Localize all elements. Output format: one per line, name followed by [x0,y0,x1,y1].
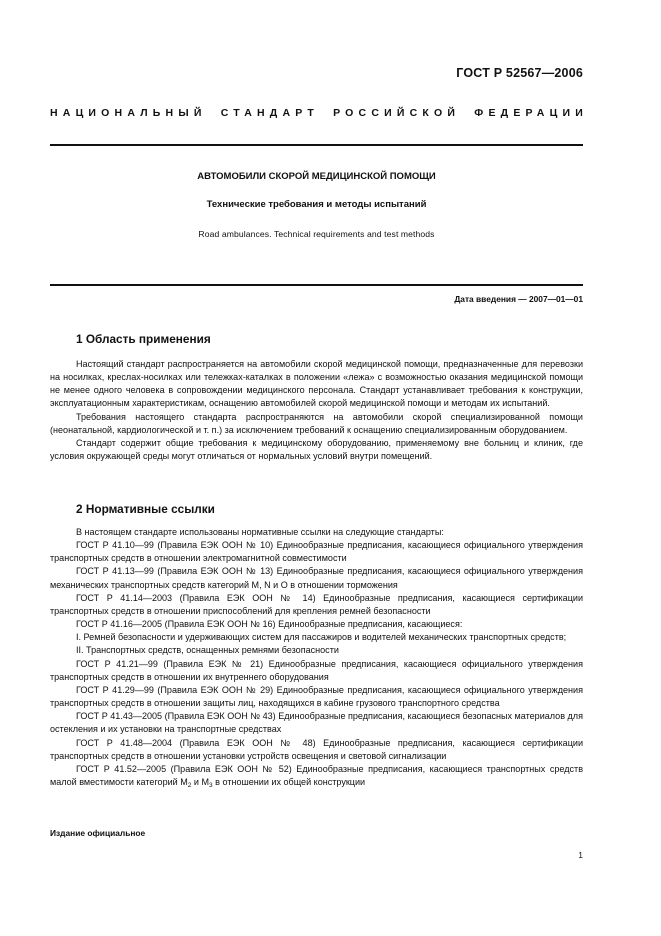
english-title: Road ambulances. Technical requirements and test methods [198,229,435,239]
banner-word: НАЦИОНАЛЬНЫЙ [50,107,207,119]
paragraph: В настоящем стандарте использованы нормативные ссылки на следующие стандарты: [76,527,444,537]
paragraph: Настоящий стандарт распространяется на автомобили скорой медицинской помощи, предназначенные для перевозки на носилках, креслах-носилках или тележках-каталках в положении «лежа» с возможностью оказания медицинской помощи не менее одного человека в сопровождении медицинского персонала. Стандарт устанавливает требования к конструкции, эксплуатационным характеристикам, оснащению автомобилей скорой медицинской помощи и методам их испытаний. [50,359,583,409]
paragraph: Стандарт содержит общие требования к медицинскому оборудованию, применяемому вне больниц и клиник, где условия окружающей среды могут отличаться от нормальных условий внутри помещений. [50,437,583,462]
reference-subitem: II. Транспортных средств, оснащенных ремнями безопасности [76,645,339,656]
section-2-heading: 2 Нормативные ссылки [76,502,215,516]
page-number: 1 [578,850,583,860]
subscript: 3 [209,781,213,789]
banner-word: ФЕДЕРАЦИИ [474,107,588,119]
subscript: 2 [187,781,192,789]
reference-item: ГОСТ Р 41.48—2004 (Правила ЕЭК ООН № 48) Единообразные предписания, касающиеся сертификации транспортных средств в отношении установки устройств освещения и световой сигнализации [50,737,583,761]
edition-label: Издание официальное [50,828,146,838]
title-divider [50,284,583,286]
reference-subitem: I. Ремней безопасности и удерживающих систем для пассажиров и водителей механических транспортных средств; [76,632,567,643]
gost-number: ГОСТ Р 52567—2006 [456,66,583,80]
national-standard-banner [50,107,588,119]
top-divider [50,144,583,146]
banner-word: СТАНДАРТ [220,107,319,119]
paragraph: Требования настоящего стандарта распространяются на автомобили скорой специализированной помощи (неонатальной, кардиологической и т. п.) за исключением требований к оснащению специализированным оборудованием. [50,411,583,435]
document-title: АВТОМОБИЛИ СКОРОЙ МЕДИЦИНСКОЙ ПОМОЩИ [197,171,436,182]
ref-text: в отношении их общей конструкции [212,776,366,787]
introduction-date: Дата введения — 2007—01—01 [454,294,583,304]
reference-item: ГОСТ Р 41.13—99 (Правила ЕЭК ООН № 13) Единообразные предписания, касающиеся официального утверждения механических транспортных средств категорий M, N и O в отношении торможения [50,566,583,590]
document-subtitle: Технические требования и методы испытаний [206,199,427,210]
banner-word: РОССИЙСКОЙ [333,107,461,119]
reference-item [50,763,583,789]
reference-item: ГОСТ Р 41.10—99 (Правила ЕЭК ООН № 10) Единообразные предписания, касающиеся официального утверждения транспортных средств в отношении электромагнитной совместимости [50,540,583,564]
reference-item: ГОСТ Р 41.21—99 (Правила ЕЭК № 21) Единообразные предписания, касающиеся официального утверждения транспортных средств в отношении их внутреннего оборудования [50,658,583,682]
ref-text: и M [191,776,210,787]
reference-item: ГОСТ Р 41.29—99 (Правила ЕЭК ООН № 29) Единообразные предписания, касающиеся официального утверждения транспортных средств в отношении защиты лиц, находящихся в кабине грузового транспортного средства [50,684,583,709]
section-1-heading: 1 Область применения [76,332,211,346]
reference-item: ГОСТ Р 41.14—2003 (Правила ЕЭК ООН № 14) Единообразные предписания, касающиеся сертификации транспортных средств в отношении приспособлений для крепления ремней безопасности [50,592,583,616]
reference-item: ГОСТ Р 41.43—2005 (Правила ЕЭК ООН № 43) Единообразные предписания, касающиеся безопасных материалов для остекления и их установки на транспортные средствах [50,711,583,735]
reference-item: ГОСТ Р 41.16—2005 (Правила ЕЭК ООН № 16) Единообразные предписания, касающиеся: [76,619,463,630]
section-2-body [50,526,583,789]
section-1-body [50,358,583,463]
ref-text: ГОСТ Р 41.52—2005 (Правила ЕЭК ООН № 52) Единообразные предписания, касающиеся транспортных средств малой вместимости категорий M [50,763,583,787]
